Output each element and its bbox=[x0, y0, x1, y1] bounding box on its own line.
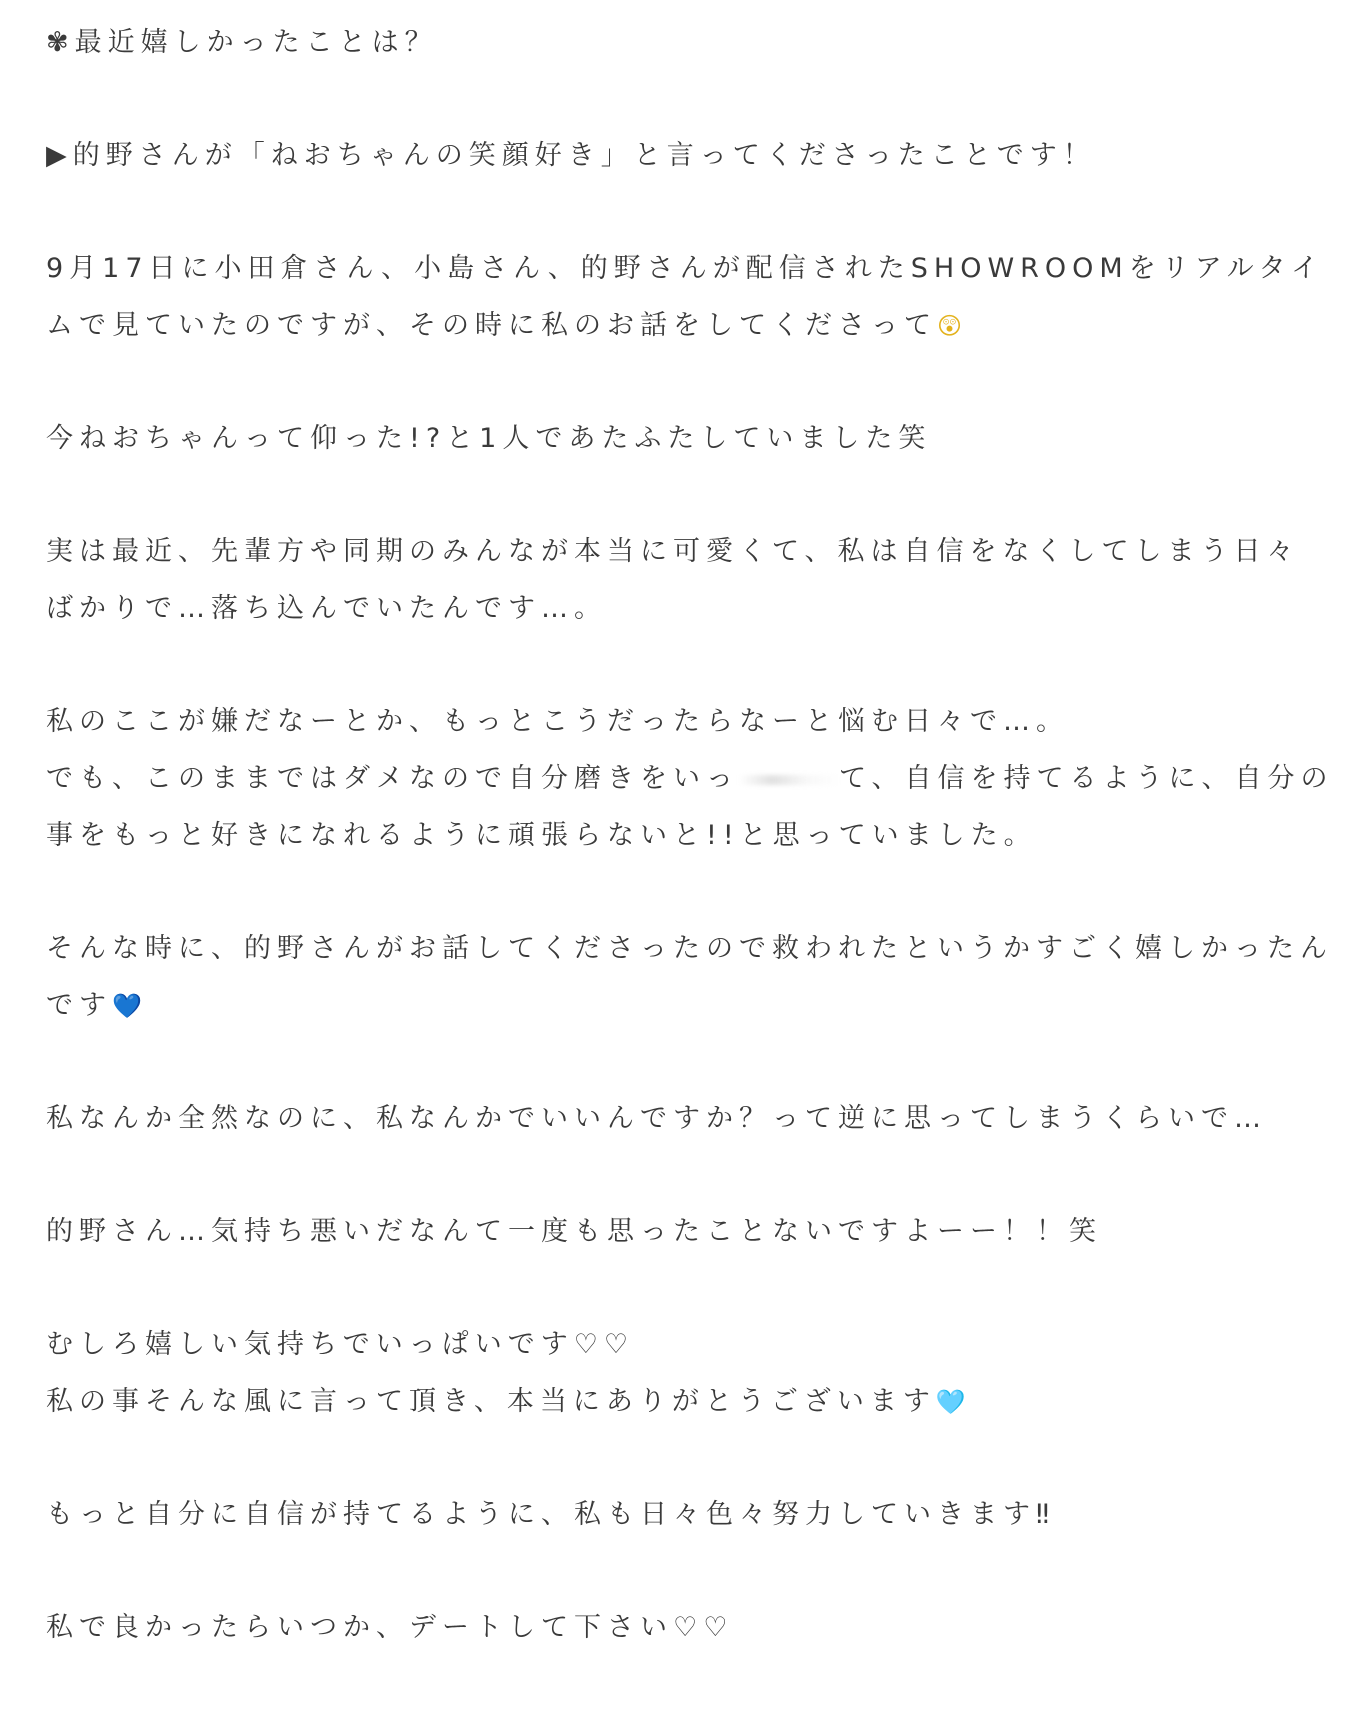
spacer bbox=[46, 1034, 1306, 1090]
spacer bbox=[46, 1430, 1306, 1486]
paragraph-line bbox=[46, 750, 1334, 807]
light-blue-heart-icon: 🩵 bbox=[935, 1388, 966, 1416]
paragraph-line: 私のここが嫌だなーとか、もっとこうだったらなーと悩む日々で…。 bbox=[46, 706, 1069, 737]
spacer bbox=[46, 71, 1306, 127]
paragraph-text: て、自信を持てるように、自分の bbox=[839, 763, 1334, 794]
spacer bbox=[46, 1260, 1306, 1316]
paragraph-line: 事をもっと好きになれるように頑張らないと!!と思っていました。 bbox=[46, 820, 1037, 851]
play-triangle-icon: ▶ bbox=[46, 140, 73, 171]
smudge-mark bbox=[739, 775, 839, 785]
spacer bbox=[46, 637, 1306, 693]
paragraph-line: 私なんか全然なのに、私なんかでいいんですか？って逆に思ってしまうくらいで… bbox=[46, 1103, 1267, 1134]
section-heading bbox=[46, 14, 1306, 71]
blog-post-body bbox=[46, 14, 1334, 1656]
answer-text: 的野さんが「ねおちゃんの笑顔好き」と言ってくださったことです！ bbox=[72, 140, 1096, 171]
spacer bbox=[46, 354, 1306, 410]
flower-icon: ✾ bbox=[46, 27, 75, 58]
paragraph-text: でも、このままではダメなので自分磨きをいっ bbox=[46, 763, 739, 794]
paragraph-text: です bbox=[46, 990, 112, 1021]
paragraph-text: ムで見ていたのですが、その時に私のお話をしてくださって bbox=[46, 310, 937, 341]
spacer bbox=[46, 1147, 1306, 1203]
spacer bbox=[46, 1543, 1306, 1599]
paragraph-line: 実は最近、先輩方や同期のみんなが本当に可愛くて、私は自信をなくしてしまう日々 bbox=[46, 536, 1300, 567]
paragraph-text: 私の事そんな風に言って頂き、本当にありがとうございます bbox=[46, 1386, 936, 1417]
paragraph-line bbox=[46, 297, 1306, 354]
paragraph-line bbox=[46, 1373, 1306, 1430]
surprised-face-icon: 😲 bbox=[937, 312, 963, 340]
spacer bbox=[46, 467, 1306, 523]
paragraph-line: 今ねおちゃんって仰った!?と1人であたふたしていました笑 bbox=[46, 423, 932, 454]
spacer bbox=[46, 184, 1306, 240]
heading-text: 最近嬉しかったことは？ bbox=[74, 27, 438, 58]
answer-line bbox=[46, 127, 1306, 184]
paragraph-line: もっと自分に自信が持てるように、私も日々色々努力していきます‼︎ bbox=[46, 1499, 1056, 1530]
blue-heart-icon: 💙 bbox=[112, 992, 142, 1020]
paragraph-line bbox=[46, 977, 1306, 1034]
spacer bbox=[46, 864, 1306, 920]
paragraph-line: 9月17日に小田倉さん、小島さん、的野さんが配信されたSHOWROOMをリアルタイ bbox=[46, 253, 1325, 284]
paragraph-line: 私で良かったらいつか、デートして下さい♡♡ bbox=[46, 1612, 734, 1643]
paragraph-line: そんな時に、的野さんがお話してくださったので救われたというかすごく嬉しかったん bbox=[46, 933, 1333, 964]
paragraph-line: むしろ嬉しい気持ちでいっぱいです♡♡ bbox=[46, 1329, 635, 1360]
paragraph-line: ばかりで…落ち込んでいたんです…。 bbox=[46, 593, 607, 624]
paragraph-line: 的野さん…気持ち悪いだなんて一度も思ったことないですよーー！！笑 bbox=[46, 1216, 1102, 1247]
